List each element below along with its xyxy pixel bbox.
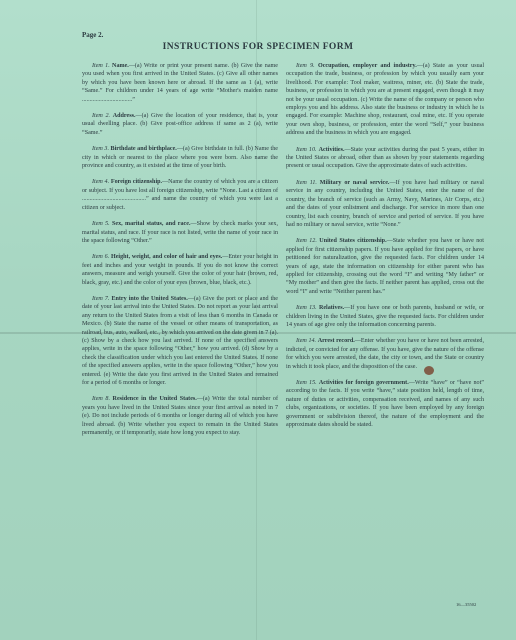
instruction-item-7: Item 7. Entry into the United States.—(a) Give the port or place and the date of your last arrival into the United States. Do not report as your last arrival any return to the United States from a visit of less than 6 months in Canada or Mexico. (b) State the name of the vessel or other means of transportation, as railroad, bus, auto, walked, etc., by which you arrived on the date given in 7 (a). (c) Show by a check how you last arrived. If none of the specified answers applies, write in the space following “Other,” how you arrived. (d) Show by a check the classification under which you last entered the United States. If none of the specified answers applies, write in the space following “Other,” how you entered. (e) Write the date you first arrived in the United States and remained for a period of 6 months or longer. (82, 295, 279, 386)
instruction-item-8: Item 8. Residence in the United States.—(a) Write the total number of years you have lived in the United States since your first arrival as noted in 7 (e). Do not include periods of 6 months or longer during all of which you have lived abroad. (b) Write whether you expect to remain in the United States permanently, or if temporarily, state how long you expect to stay. (82, 396, 278, 437)
instruction-item-4: Item 4. Foreign citizenship.—Name the country of which you are a citizen or subject. If you have lost all foreign citizenship, write “None. Last a citizen of ..........................................” and name the country of which you were last a citizen or subject. (82, 179, 278, 211)
instruction-item-5: Item 5. Sex, marital status, and race.—Show by check marks your sex, marital status, and race. If your race is not listed, write the name of your race in the space following “Other.” (82, 221, 279, 244)
right-column (286, 62, 484, 437)
instruction-item-3: Item 3. Birthdate and birthplace.—(a) Give birthdate in full. (b) Name the city in which or nearest to the place where you were born. Also name the province and country, as it existed at the time of your birth. (82, 146, 278, 170)
instruction-item-9: Item 9. Occupation, employer and industry.—(a) State as your usual occupation the trade, business, or profession by which you usually earn your livelihood. For example: Tool maker, waitress, miner, etc. (b) State the trade, business, or profession in which you are at present engaged, even though it may not be your usual occupation. (c) Write the name of the company or person who employs you and his address. Also state the business or industry in which he is engaged. For example: Machine shop, restaurant, coal mine, etc. If you operate your own shop, business, or profession, enter the word “Self,” your business address and the business in which you are engaged. (286, 63, 485, 137)
instruction-item-11: Item 11. Military or naval service.—If you have had military or naval service in any country, including the United States, enter the name of the country, the branch of service (such as Army, Navy, Marines, Air Corps, etc.) and the dates of your enlistment and discharge. For service in more than one country, list each country, branch of service and period of service. If you have had no military or naval service, write “None.” (286, 179, 485, 228)
instruction-item-15: Item 15. Activities for foreign government.—Write “have” or “have not” according to the facts. If you write “have,” state position held, length of time, nature of duties or activities, compensation received, and names of any such clubs, organizations, or societies. If you have been employed by any foreign government or subdivision thereof, the nature of the employment and the approximate dates should be stated. (286, 380, 484, 429)
instruction-item-6: Item 6. Height, weight, and color of hair and eyes.—Enter your height in feet and inches and your weight in pounds. If you do not know the correct answers, measure and weigh yourself. Give the color of your hair (brown, red, black, gray, etc.) and the color of your eyes (brown, blue, black, etc.). (82, 254, 279, 286)
page-number: Page 2. (82, 31, 104, 39)
instruction-item-10: Item 10. Activities.—State your activities during the past 5 years, either in the United States or abroad, other than as shown by your statements regarding present or usual occupation. Give the approximate dates of such activities. (286, 146, 484, 170)
ink-stain (424, 366, 434, 375)
instruction-item-1: Item 1. Name.—(a) Write or print your present name. (b) Give the name you used when you first arrived in the United States. (c) Give all other names by which you have been known here or abroad. If the same as 1 (a), write “Same.” For children under 14 years of age write “Mother's maiden name .................................” (82, 63, 279, 103)
left-column (82, 62, 278, 445)
instruction-item-12: Item 12. United States citizenship.—State whether you have or have not applied for first citizenship papers. If you have applied for first papers, or have petitioned for naturalization, give the requested facts. For children under 14 years of age, state the information on citizenship for either parent who has applied for citizenship, crossing out the word “I” and writing “My father” or “My mother” and then give the facts. If neither parent has applied, cross out the word “I” and write “Neither parent has.” (286, 238, 485, 295)
instruction-item-2: Item 2. Address.—(a) Give the location of your residence, that is, your usual dwelling place. (b) Give post-office address if same as 2 (a), write “Same.” (82, 113, 278, 136)
instruction-item-13: Item 13. Relatives.—If you have one or both parents, husband or wife, or children living in the United States, give the requested facts. For children under 14 years of age give only the information concerning parents. (286, 305, 484, 328)
form-number: 16—35502 (456, 602, 477, 607)
page-title: INSTRUCTIONS FOR SPECIMEN FORM (162, 42, 354, 52)
instruction-item-14: Item 14. Arrest record.—Enter whether you have or have not been arrested, indicted, or convicted for any offense. If you have, give the nature of the offense for which you were arrested, the date, the city or town, and the State or country in which it took place, and the disposition of the case. (286, 338, 484, 370)
